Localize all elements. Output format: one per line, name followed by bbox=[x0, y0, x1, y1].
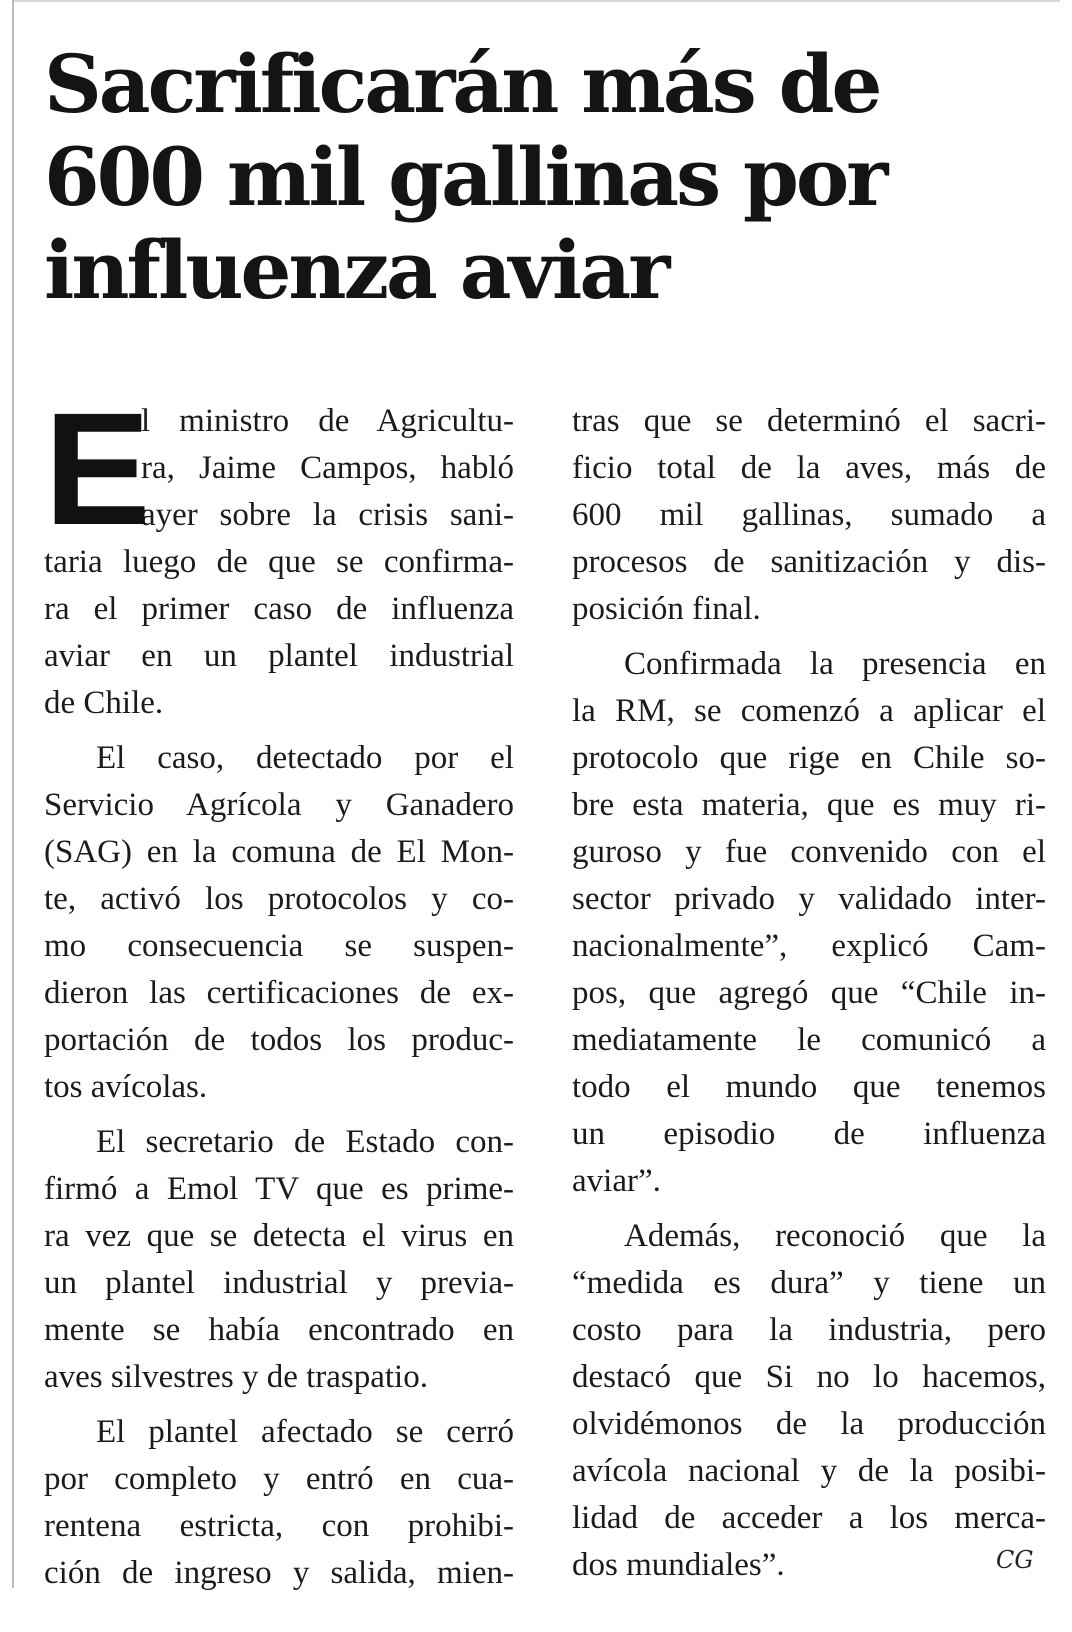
paragraph bbox=[572, 398, 1046, 633]
text-line: El secretario de Estado con- bbox=[96, 1124, 514, 1160]
text-line: nacionalmente”, explicó Cam- bbox=[572, 928, 1046, 964]
text-line: aviar en un plantel industrial bbox=[44, 638, 514, 674]
text-line: ra, Jaime Campos, habló bbox=[141, 450, 514, 486]
text-line: un episodio de influenza bbox=[572, 1116, 1046, 1152]
text-line: posición final. bbox=[572, 591, 761, 627]
text-line: ción de ingreso y salida, mien- bbox=[44, 1555, 514, 1591]
text-line: la RM, se comenzó a aplicar el bbox=[572, 693, 1046, 729]
text-line: rentena estricta, con prohibi- bbox=[44, 1508, 514, 1544]
lead-block bbox=[44, 379, 514, 558]
text-line: lidad de acceder a los merca- bbox=[572, 1500, 1046, 1536]
text-line: ficio total de la aves, más de bbox=[572, 450, 1046, 486]
text-line: guroso y fue convenido con el bbox=[572, 834, 1046, 870]
text-line: El plantel afectado se cerró bbox=[96, 1414, 514, 1450]
text-line: ayer sobre la crisis sani- bbox=[141, 497, 514, 533]
text-line: dos mundiales”. bbox=[572, 1547, 785, 1583]
text-line: El caso, detectado por el bbox=[96, 740, 514, 776]
text-line: sector privado y validado inter- bbox=[572, 881, 1046, 917]
text-line: avícola nacional y de la posibi- bbox=[572, 1453, 1046, 1489]
text-line: te, activó los protocolos y co- bbox=[44, 881, 514, 917]
paragraph bbox=[572, 1213, 1046, 1589]
text-line: de Chile. bbox=[44, 685, 164, 721]
text-line: l ministro de Agricultu- bbox=[141, 403, 514, 439]
text-line: olvidémonos de la producción bbox=[572, 1406, 1046, 1442]
paragraph bbox=[44, 1119, 514, 1401]
text-line: “medida es dura” y tiene un bbox=[572, 1265, 1046, 1301]
text-line: (SAG) en la comuna de El Mon- bbox=[44, 834, 514, 870]
paragraph bbox=[44, 1409, 514, 1597]
text-line: Además, reconoció que la bbox=[624, 1218, 1046, 1254]
headline-line: Sacrificarán más de bbox=[44, 37, 880, 131]
headline-line: 600 mil gallinas por bbox=[44, 130, 886, 224]
article-column-left bbox=[44, 379, 514, 1597]
text-line: tras que se determinó el sacri- bbox=[572, 403, 1046, 439]
text-line: portación de todos los produc- bbox=[44, 1022, 514, 1058]
text-line: dieron las certificaciones de ex- bbox=[44, 975, 514, 1011]
paragraph bbox=[572, 641, 1046, 1205]
text-line: aviar”. bbox=[572, 1163, 661, 1199]
text-line: mo consecuencia se suspen- bbox=[44, 928, 514, 964]
text-line: un plantel industrial y previa- bbox=[44, 1265, 514, 1301]
text-line: protocolo que rige en Chile so- bbox=[572, 740, 1046, 776]
text-line: mediatamente le comunicó a bbox=[572, 1022, 1046, 1058]
paragraph bbox=[44, 735, 514, 1111]
text-line: destacó que Si no lo hacemos, bbox=[572, 1359, 1046, 1395]
text-line: todo el mundo que tenemos bbox=[572, 1069, 1046, 1105]
text-line: firmó a Emol TV que es prime- bbox=[44, 1171, 514, 1207]
text-line: taria luego de que se confirma- bbox=[44, 544, 514, 580]
paragraph bbox=[44, 539, 514, 727]
article-column-right bbox=[572, 398, 1046, 1589]
text-line: procesos de sanitización y dis- bbox=[572, 544, 1046, 580]
text-line: Servicio Agrícola y Ganadero bbox=[44, 787, 514, 823]
text-line: aves silvestres y de traspatio. bbox=[44, 1359, 428, 1395]
top-rule bbox=[12, 0, 1060, 2]
text-line: ra vez que se detecta el virus en bbox=[44, 1218, 514, 1254]
text-line: pos, que agregó que “Chile in- bbox=[572, 975, 1046, 1011]
text-line: 600 mil gallinas, sumado a bbox=[572, 497, 1046, 533]
headline bbox=[44, 38, 1044, 317]
left-column-rule bbox=[12, 0, 14, 1588]
text-line: ra el primer caso de influenza bbox=[44, 591, 514, 627]
text-line: mente se había encontrado en bbox=[44, 1312, 514, 1348]
text-line: bre esta materia, que es muy ri- bbox=[572, 787, 1046, 823]
text-line: por completo y entró en cua- bbox=[44, 1461, 514, 1497]
author-signoff-mark: CG bbox=[996, 1546, 1034, 1574]
text-line: tos avícolas. bbox=[44, 1069, 208, 1105]
drop-cap: E bbox=[44, 379, 151, 558]
text-line: Confirmada la presencia en bbox=[624, 646, 1046, 682]
headline-line: influenza aviar bbox=[44, 223, 668, 317]
text-line: costo para la industria, pero bbox=[572, 1312, 1046, 1348]
